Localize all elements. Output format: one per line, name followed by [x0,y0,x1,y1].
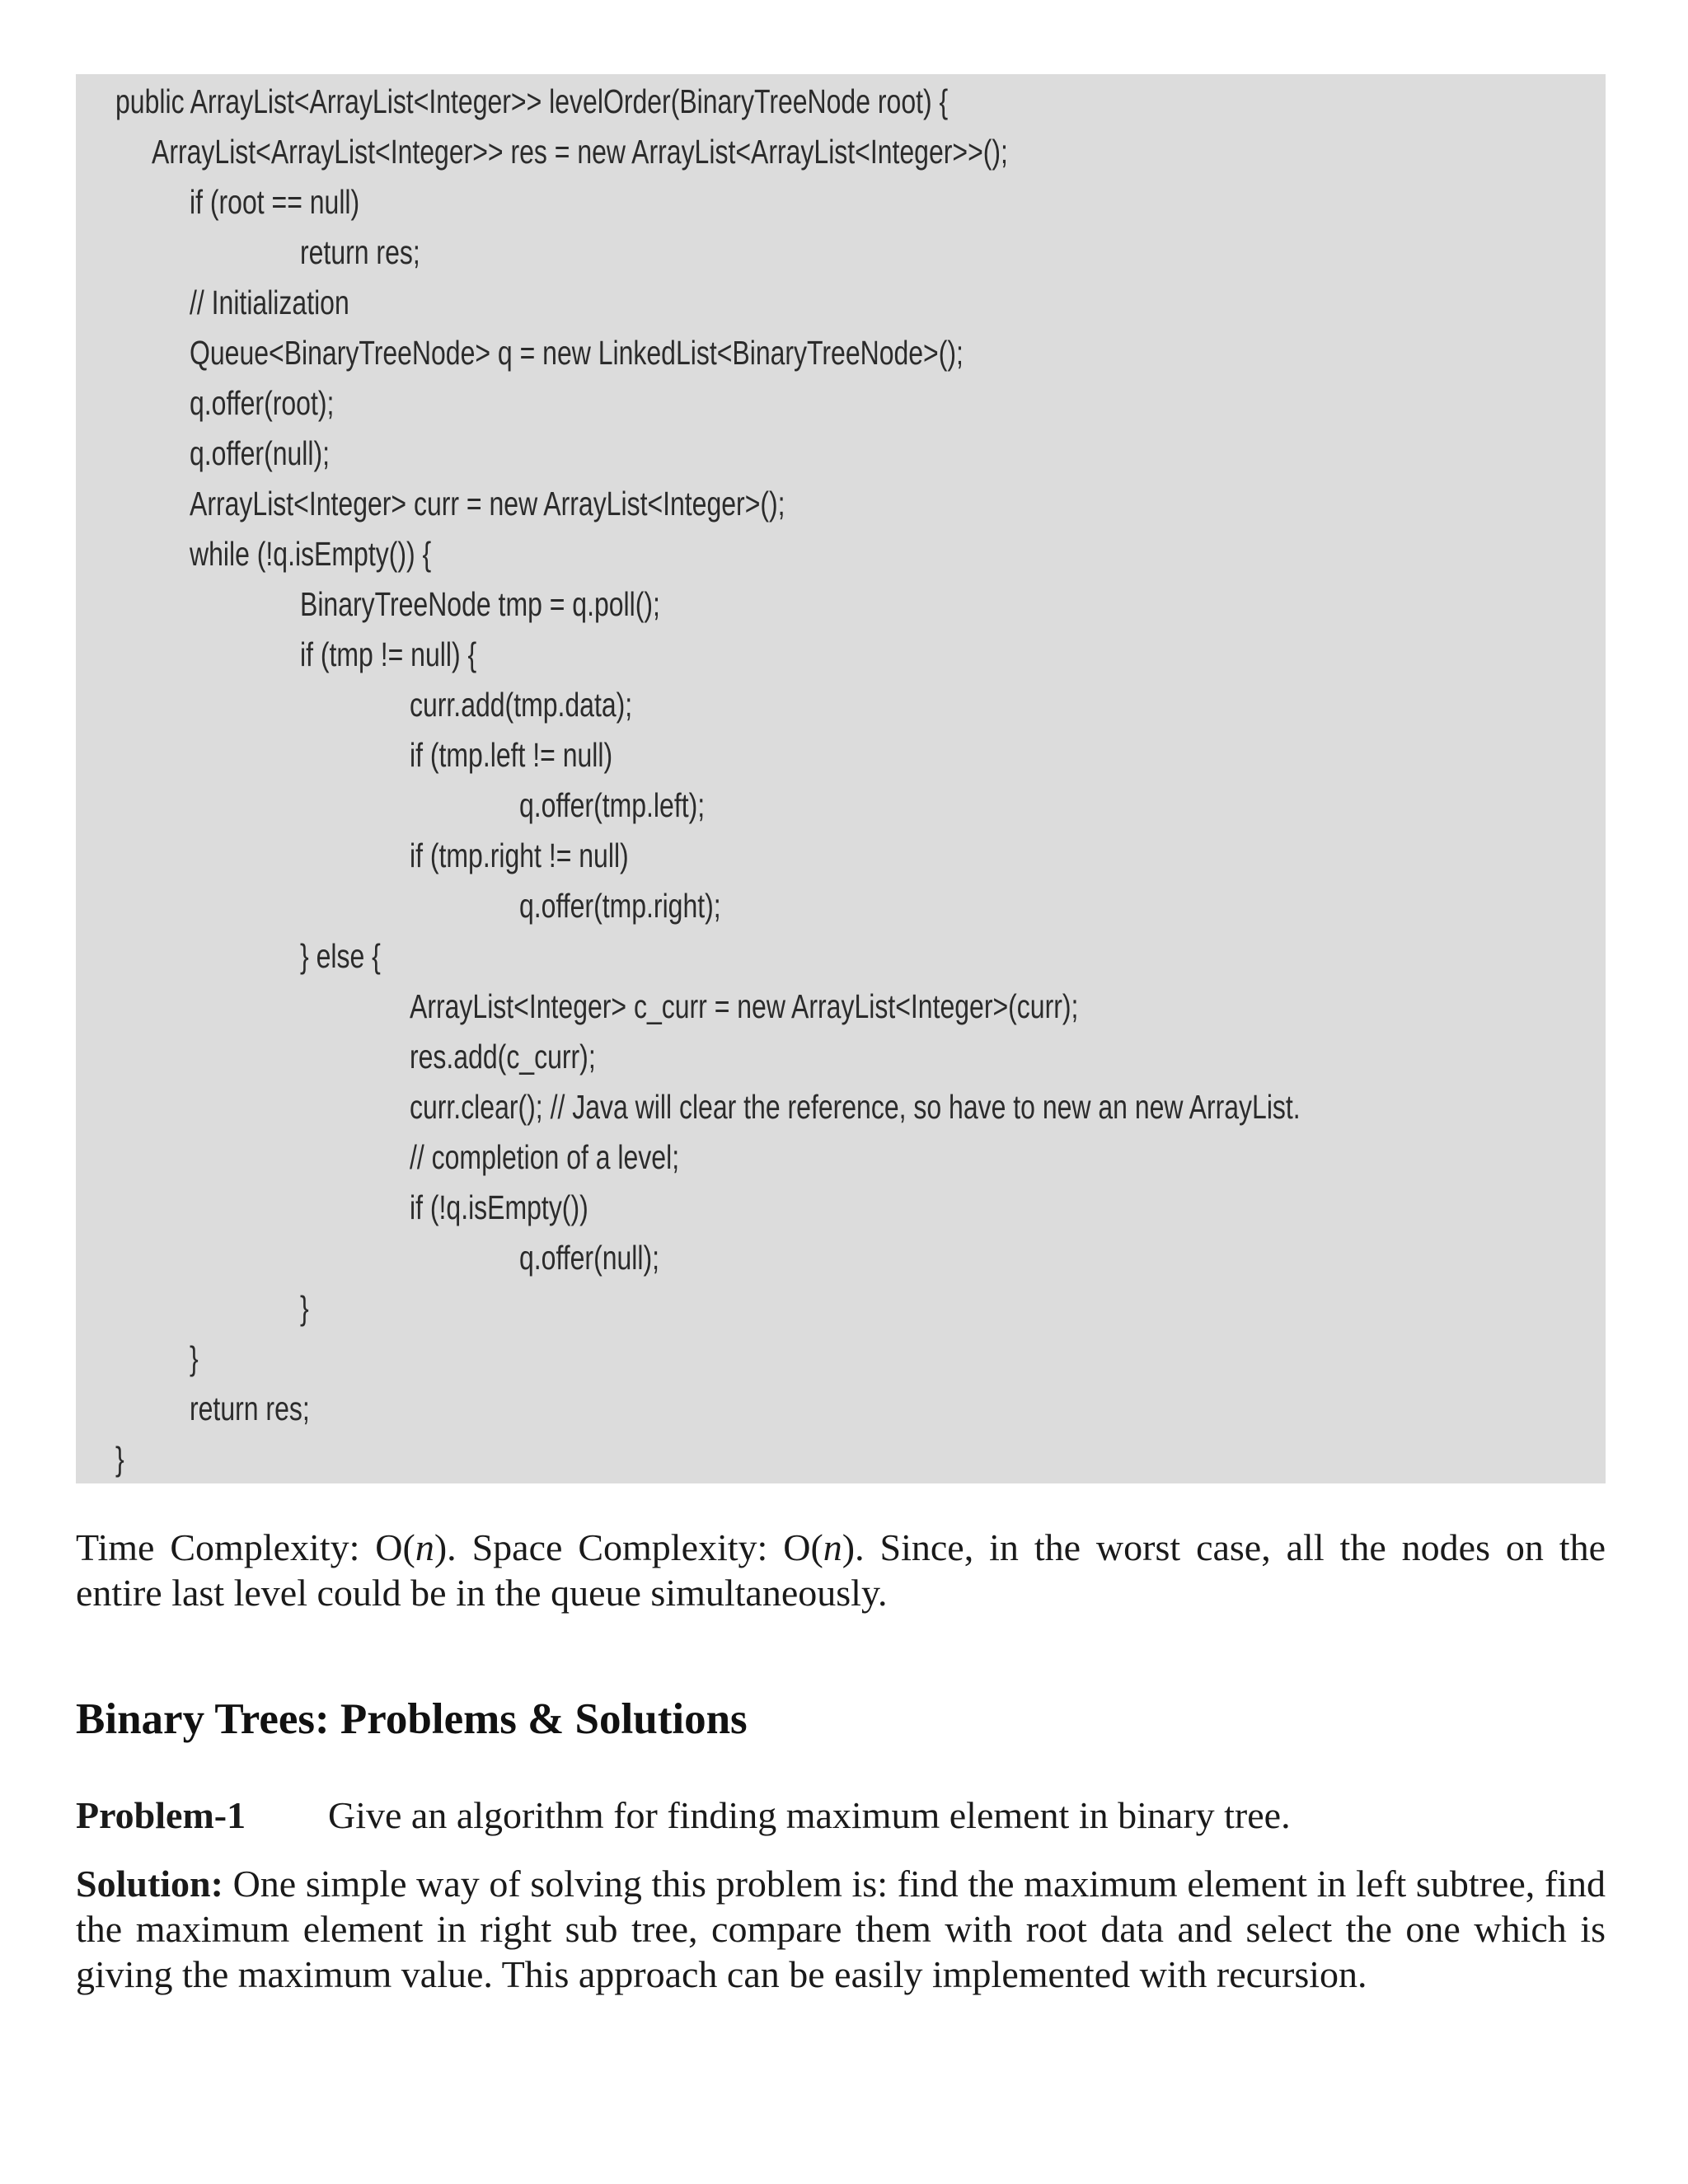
code-line: } [115,1440,124,1478]
code-line: q.offer(tmp.right); [519,887,721,925]
code-line: ArrayList<Integer> c_curr = new ArrayList<Integer>(curr); [410,987,1079,1025]
code-line: ArrayList<ArrayList<Integer>> res = new ArrayList<ArrayList<Integer>>(); [152,133,1008,171]
code-line: ArrayList<Integer> curr = new ArrayList<Integer>(); [190,485,785,523]
code-line: q.offer(null); [190,434,331,472]
code-line: // completion of a level; [410,1138,680,1176]
code-line: q.offer(root); [190,384,335,422]
code-line: public ArrayList<ArrayList<Integer>> levelOrder(BinaryTreeNode root) { [115,82,949,120]
code-line: // Initialization [190,284,349,321]
code-line: if (tmp.left != null) [410,736,613,774]
code-line: Queue<BinaryTreeNode> q = new LinkedList<BinaryTreeNode>(); [190,334,964,372]
code-line: BinaryTreeNode tmp = q.poll(); [300,585,660,623]
section-heading: Binary Trees: Problems & Solutions [76,1695,748,1743]
complexity-text: ). Since, in the worst case, all the nodes on the entire last level could be in the queue simultaneously. [76,1526,1606,1614]
solution-text: One simple way of solving this problem is: find the maximum element in left subtree, find the maximum element in right sub tree, compare them with root data and select the one which is giving the maximum value. This approach can be easily implemented with recursion. [76,1863,1606,1995]
code-line: q.offer(null); [519,1239,660,1277]
complexity-variable: n [823,1526,842,1568]
complexity-paragraph [76,1525,1606,1615]
code-line: } else { [300,937,381,975]
code-line: return res; [300,233,420,271]
code-line: q.offer(tmp.left); [519,786,706,824]
code-line: while (!q.isEmpty()) { [190,535,432,573]
complexity-variable: n [415,1526,434,1568]
code-line: if (tmp != null) { [300,635,477,673]
problem-label: Problem-1 [76,1794,246,1836]
code-line: curr.add(tmp.data); [410,686,633,724]
code-line: curr.clear(); // Java will clear the reference, so have to new an new ArrayList. [410,1088,1301,1126]
problem-text: Give an algorithm for finding maximum element in binary tree. [328,1794,1291,1836]
solution-label: Solution: [76,1863,223,1905]
code-line: res.add(c_curr); [410,1038,596,1076]
code-line: if (tmp.right != null) [410,837,629,874]
code-line: if (root == null) [190,183,360,221]
code-line: } [300,1289,309,1327]
code-line: } [190,1339,199,1377]
code-line: return res; [190,1390,310,1427]
code-line: if (!q.isEmpty()) [410,1188,588,1226]
complexity-text: ). Space Complexity: O( [434,1526,823,1568]
complexity-text: Time Complexity: O( [76,1526,415,1568]
solution-paragraph [76,1861,1606,1997]
